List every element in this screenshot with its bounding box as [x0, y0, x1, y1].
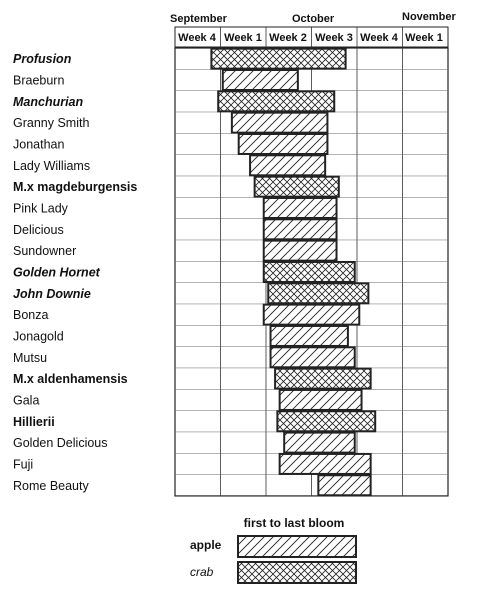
bloom-bar-apple: [318, 475, 370, 495]
legend-label-crab: crab: [190, 565, 214, 579]
week-label: Week 1: [405, 32, 443, 44]
bloom-bar-crab: [211, 49, 345, 69]
cultivar-label: Mutsu: [13, 350, 48, 365]
cultivar-label: Rome Beauty: [13, 478, 89, 493]
cultivar-label: Lady Williams: [13, 158, 91, 173]
bloom-bar-apple: [271, 347, 355, 367]
month-label-september: September: [170, 13, 227, 25]
legend-swatch-apple: [238, 536, 356, 557]
bloom-bar-crab: [264, 262, 355, 282]
bloom-bar-apple: [239, 134, 328, 154]
week-label: Week 4: [360, 32, 398, 44]
bloom-bar-apple: [264, 198, 337, 218]
bloom-bar-crab: [275, 369, 371, 389]
bloom-bars: [211, 49, 375, 496]
cultivar-label: Sundowner: [13, 244, 77, 259]
cultivar-label: M.x aldenhamensis: [13, 372, 128, 387]
cultivar-labels: [13, 52, 137, 493]
week-label: Week 4: [178, 32, 216, 44]
cultivar-label: Braeburn: [13, 73, 65, 88]
cultivar-label: Granny Smith: [13, 116, 90, 131]
bloom-bar-crab: [255, 177, 339, 197]
bloom-bar-apple: [280, 390, 362, 410]
cultivar-label: M.x magdeburgensis: [13, 180, 138, 195]
cultivar-label: Golden Hornet: [13, 265, 100, 280]
bloom-bar-apple: [284, 433, 355, 453]
cultivar-label: Jonagold: [13, 329, 64, 344]
bloom-bar-apple: [280, 454, 371, 474]
cultivar-label: Bonza: [13, 308, 49, 323]
legend-label-apple: apple: [190, 538, 222, 552]
legend: [190, 516, 356, 583]
week-label: Week 3: [315, 32, 353, 44]
bloom-bar-apple: [264, 219, 337, 239]
bloom-bar-crab: [268, 283, 368, 303]
bloom-bar-apple: [250, 155, 325, 175]
cultivar-label: Profusion: [13, 52, 72, 67]
bloom-bar-apple: [223, 70, 298, 90]
cultivar-label: Delicious: [13, 222, 64, 237]
week-label: Week 2: [269, 32, 307, 44]
cultivar-label: Jonathan: [13, 137, 65, 152]
bloom-bar-apple: [271, 326, 348, 346]
cultivar-label: Manchurian: [13, 94, 84, 109]
cultivar-label: Fuji: [13, 457, 34, 472]
month-label-november: November: [402, 11, 456, 23]
bloom-bar-crab: [277, 411, 375, 431]
month-label-october: October: [292, 13, 335, 25]
cultivar-label: Hillierii: [13, 414, 55, 429]
cultivar-label: John Downie: [13, 286, 91, 301]
bloom-bar-crab: [218, 91, 334, 111]
week-label: Week 1: [224, 32, 262, 44]
legend-swatch-crab: [238, 562, 356, 583]
bloom-bar-apple: [264, 241, 337, 261]
cultivar-label: Pink Lady: [13, 201, 68, 216]
legend-title: first to last bloom: [243, 516, 345, 530]
bloom-bar-apple: [232, 113, 328, 133]
cultivar-label: Gala: [13, 393, 40, 408]
bloom-bar-apple: [264, 305, 360, 325]
cultivar-label: Golden Delicious: [13, 436, 108, 451]
